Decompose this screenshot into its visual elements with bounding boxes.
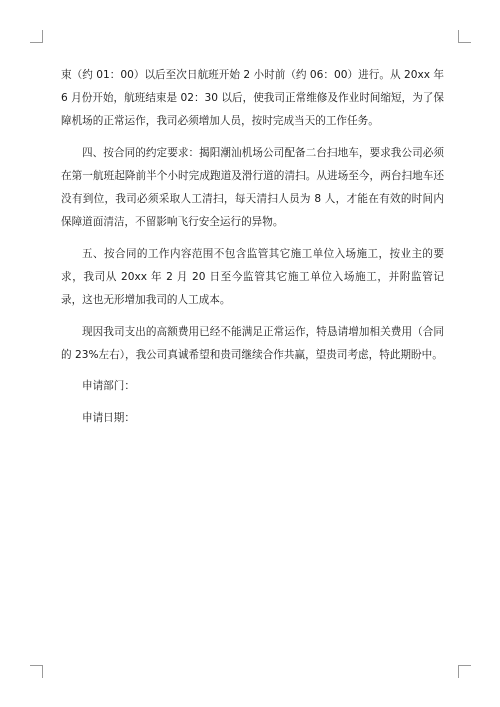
- paragraph-clause-five: 五、按合同的工作内容范围不包含监管其它施工单位入场施工，按业主的要求，我司从 20xx 年 2 月 20 日至今监管其它施工单位入场施工，并附监管记录，这也无形增加我司的人工成本。: [61, 247, 444, 307]
- crop-mark-bottom-left: [30, 665, 43, 678]
- paragraph-continuation: 束（约 01：00）以后至次日航班开始 2 小时前（约 06：00）进行。从 20xx 年 6 月份开始，航班结束是 02：30 以后，使我司正常维修及作业时间缩短，为了保障机场的正常运作，我司必须增加人员，按时完成当天的工作任务。: [61, 69, 444, 128]
- paragraph-request: 现因我司支出的高额费用已经不能满足正常运作，特恳请增加相关费用（合同的 23%左右），我公司真诚希望和贵司继续合作共赢，望贵司考虑，特此期盼中。: [61, 325, 444, 361]
- document-body: [61, 64, 444, 430]
- application-date-label: 申请日期：: [82, 411, 135, 424]
- crop-mark-top-left: [30, 30, 43, 43]
- paragraph-clause-four: 四、按合同的约定要求：揭阳潮汕机场公司配备二台扫地车，要求我公司必须在第一航班起降前半个小时完成跑道及滑行道的清扫。从进场至今，两台扫地车还没有到位，我司必须采取人工清扫，每天清扫人员为 8 人，才能在有效的时间内保障道面清洁，不留影响飞行安全运行的异物。: [61, 146, 444, 229]
- crop-mark-top-right: [458, 30, 471, 43]
- crop-mark-bottom-right: [458, 665, 471, 678]
- applicant-department-label: 申请部门：: [82, 380, 135, 393]
